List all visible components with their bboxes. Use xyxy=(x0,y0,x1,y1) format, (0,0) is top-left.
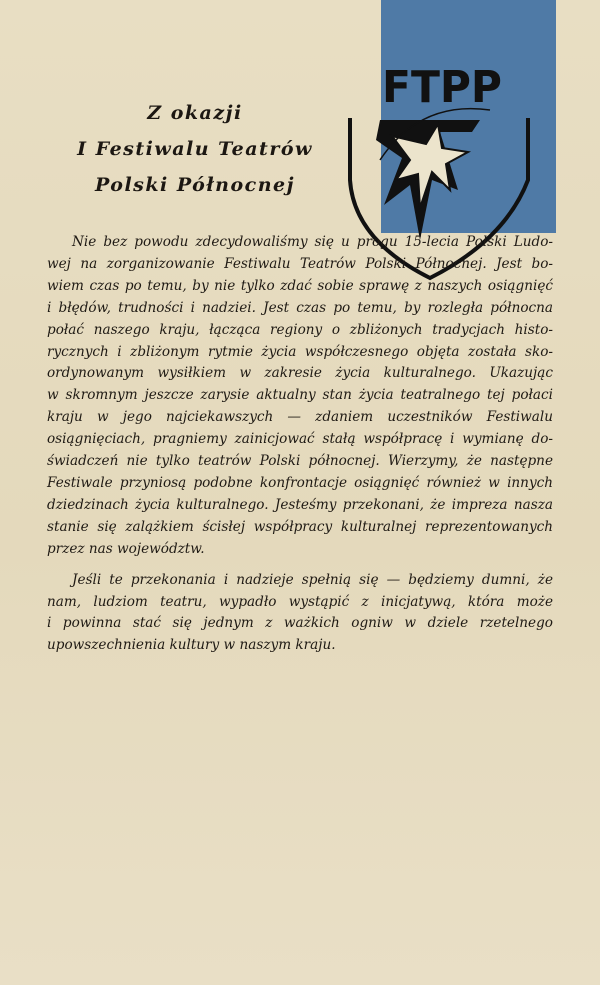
heading-line-2: I Festiwalu Teatrów xyxy=(77,138,313,160)
paragraph-2 xyxy=(47,570,553,658)
text-line: osiągnięciach, pragniemy zainicjować stałą współpracę i wymianę do- xyxy=(47,431,553,448)
article-body xyxy=(47,232,553,657)
heading-line-3: Polski Północnej xyxy=(95,174,295,196)
heading-line-1: Z okazji xyxy=(147,102,243,124)
text-line: wiem czas po temu, by nie tylko zdać sobie sprawę z naszych osiągnięć xyxy=(47,277,553,294)
text-line: świadczeń nie tylko teatrów Polski północnej. Wierzymy, że następne xyxy=(47,453,553,470)
text-line: wej na zorganizowanie Festiwalu Teatrów Polski Północnej. Jest bo- xyxy=(47,255,553,272)
text-line: dziedzinach życia kulturalnego. Jesteśmy przekonani, że impreza nasza xyxy=(47,496,553,513)
text-line: rycznych i zbliżonym rytmie życia współczesnego objęta została sko- xyxy=(47,343,553,360)
text-line: przez nas województw. xyxy=(47,540,205,557)
text-line: kraju w jego najciekawszych — zdaniem uczestników Festiwalu xyxy=(47,409,553,426)
text-line: i powinna stać się jednym z ważkich ogniw w dziele rzetelnego xyxy=(47,615,553,632)
text-line: Festiwale przyniosą podobne konfrontacje osiągnięć również w innych xyxy=(47,474,553,491)
page-heading xyxy=(60,95,330,203)
text-line: w skromnym jeszcze zarysie aktualny stan życia teatralnego tej połaci xyxy=(47,387,553,404)
text-line: Jeśli te przekonania i nadzieje spełnią się — będziemy dumni, że xyxy=(72,571,553,588)
text-line: upowszechnienia kultury w naszym kraju. xyxy=(47,637,336,654)
text-line: połać naszego kraju, łącząca regiony o zbliżonych tradycjach histo- xyxy=(47,321,553,338)
text-line: i błędów, trudności i nadziei. Jest czas po temu, by rozległa północna xyxy=(47,299,553,316)
text-line: Nie bez powodu zdecydowaliśmy się u progu 15-lecia Polski Ludo- xyxy=(72,234,553,250)
text-line: stanie się zalążkiem ścisłej współpracy kulturalnej reprezentowanych xyxy=(47,518,553,535)
paragraph-1 xyxy=(47,232,553,561)
text-line: ordynowanym wysiłkiem w zakresie życia kulturalnego. Ukazując xyxy=(47,365,553,382)
logo-text: FTPP xyxy=(382,62,502,113)
text-line: nam, ludziom teatru, wypadło wystąpić z inicjatywą, która może xyxy=(47,593,553,610)
